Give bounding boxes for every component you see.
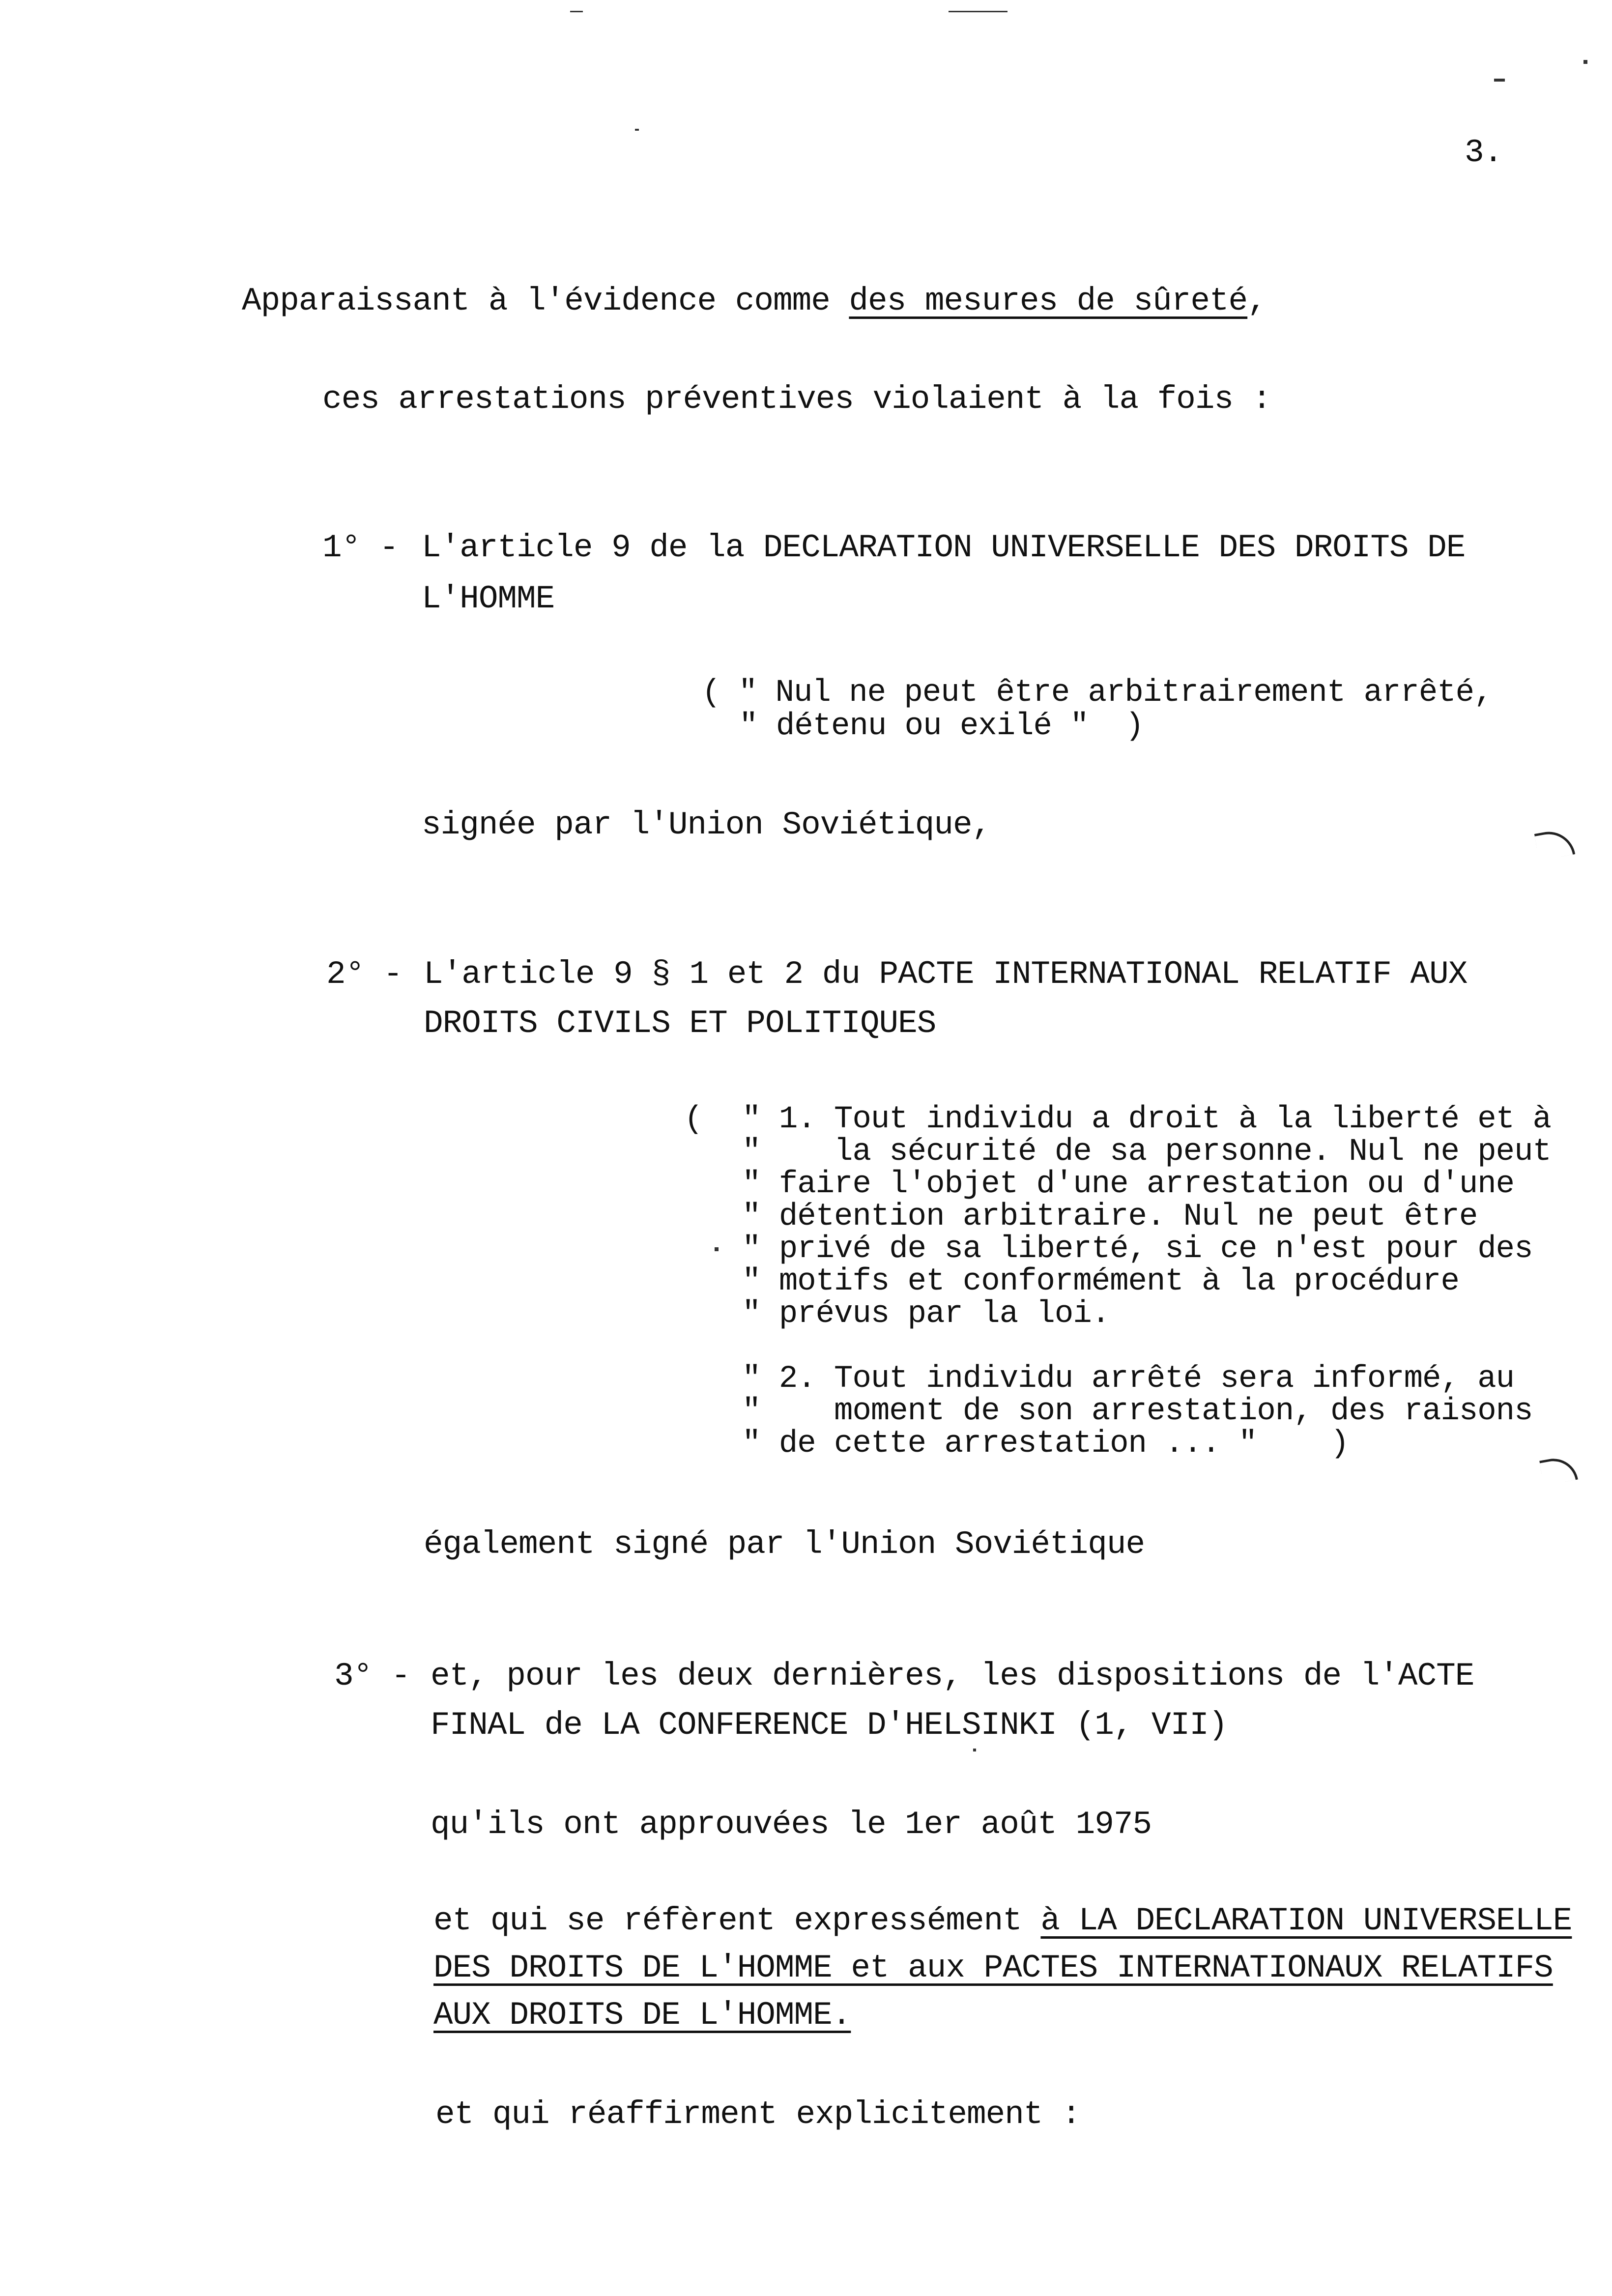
item1-line-2: L'HOMME (422, 580, 555, 617)
scan-mark (1539, 1455, 1578, 1486)
intro-line-2: ces arrestations préventives violaient à la fois : (322, 381, 1271, 418)
intro-line-1 (242, 285, 1267, 317)
item1-line-1: L'article 9 de la DECLARATION UNIVERSELLE DES DROITS DE (422, 529, 1466, 566)
scan-speck (570, 11, 583, 12)
item2-after: également signé par l'Union Soviétique (424, 1526, 1145, 1563)
item1-number: 1° - (322, 529, 399, 566)
item1-after: signée par l'Union Soviétique, (422, 806, 991, 843)
item1-quote-line-2: " détenu ou exilé " ) (739, 709, 1144, 744)
scan-speck (715, 1247, 719, 1251)
item2-quote-line: " moment de son arrestation, des raisons (742, 1394, 1533, 1429)
item3-number: 3° - (334, 1658, 410, 1694)
item3-refer-underlined: à LA DECLARATION UNIVERSELLE (1040, 1902, 1572, 1939)
item2-quote-line: " de cette arrestation ... " ) (742, 1426, 1349, 1462)
item2-quote-line: " détention arbitraire. Nul ne peut être (742, 1199, 1478, 1234)
item2-number: 2° - (326, 956, 403, 993)
item3-refer-line-2: DES DROITS DE L'HOMME et aux PACTES INTERNATIONAUX RELATIFS (433, 1950, 1553, 1986)
item3-line-1: et, pour les deux dernières, les dispositions de l'ACTE (431, 1658, 1474, 1694)
item3-reaffirm: et qui réaffirment explicitement : (435, 2096, 1081, 2133)
item3-refer-line-1 (433, 1902, 1572, 1939)
scan-speck (973, 1749, 976, 1751)
item3-refer-text: et qui se réfèrent expressément (433, 1902, 1041, 1939)
item2-quote-line: " la sécurité de sa personne. Nul ne peut (742, 1134, 1551, 1170)
item2-quote-line: " 2. Tout individu arrêté sera informé, au (742, 1361, 1515, 1397)
item3-refer-line-3: AUX DROITS DE L'HOMME. (433, 1997, 851, 2034)
scan-mark (1534, 828, 1575, 861)
item2-quote-line: " privé de sa liberté, si ce n'est pour des (742, 1232, 1533, 1267)
scan-speck (635, 129, 639, 131)
item2-quote-open: ( (684, 1102, 703, 1137)
item3-approved: qu'ils ont approuvées le 1er août 1975 (431, 1806, 1152, 1843)
scan-speck (1494, 79, 1505, 82)
intro-text: Apparaissant à l'évidence comme (242, 283, 849, 319)
item3-line-2: FINAL de LA CONFERENCE D'HELSINKI (1, VII) (431, 1707, 1228, 1744)
item2-line-1: L'article 9 § 1 et 2 du PACTE INTERNATIONAL RELATIF AUX (424, 956, 1468, 993)
intro-underlined-text: des mesures de sûreté (849, 283, 1248, 319)
page-number: 3. (1465, 134, 1503, 171)
item2-quote-line: " prévus par la loi. (742, 1296, 1110, 1332)
intro-comma: , (1247, 283, 1267, 319)
item2-quote-line: " 1. Tout individu a droit à la liberté et à (742, 1102, 1551, 1137)
item2-quote-line: " faire l'objet d'une arrestation ou d'une (742, 1167, 1515, 1202)
scan-speck (1583, 60, 1587, 64)
scan-speck (949, 11, 1008, 12)
item2-line-2: DROITS CIVILS ET POLITIQUES (424, 1005, 936, 1042)
item2-quote-line: " motifs et conformément à la procédure (742, 1264, 1459, 1299)
item1-quote-line-1: ( " Nul ne peut être arbitrairement arrêté, (702, 675, 1493, 711)
